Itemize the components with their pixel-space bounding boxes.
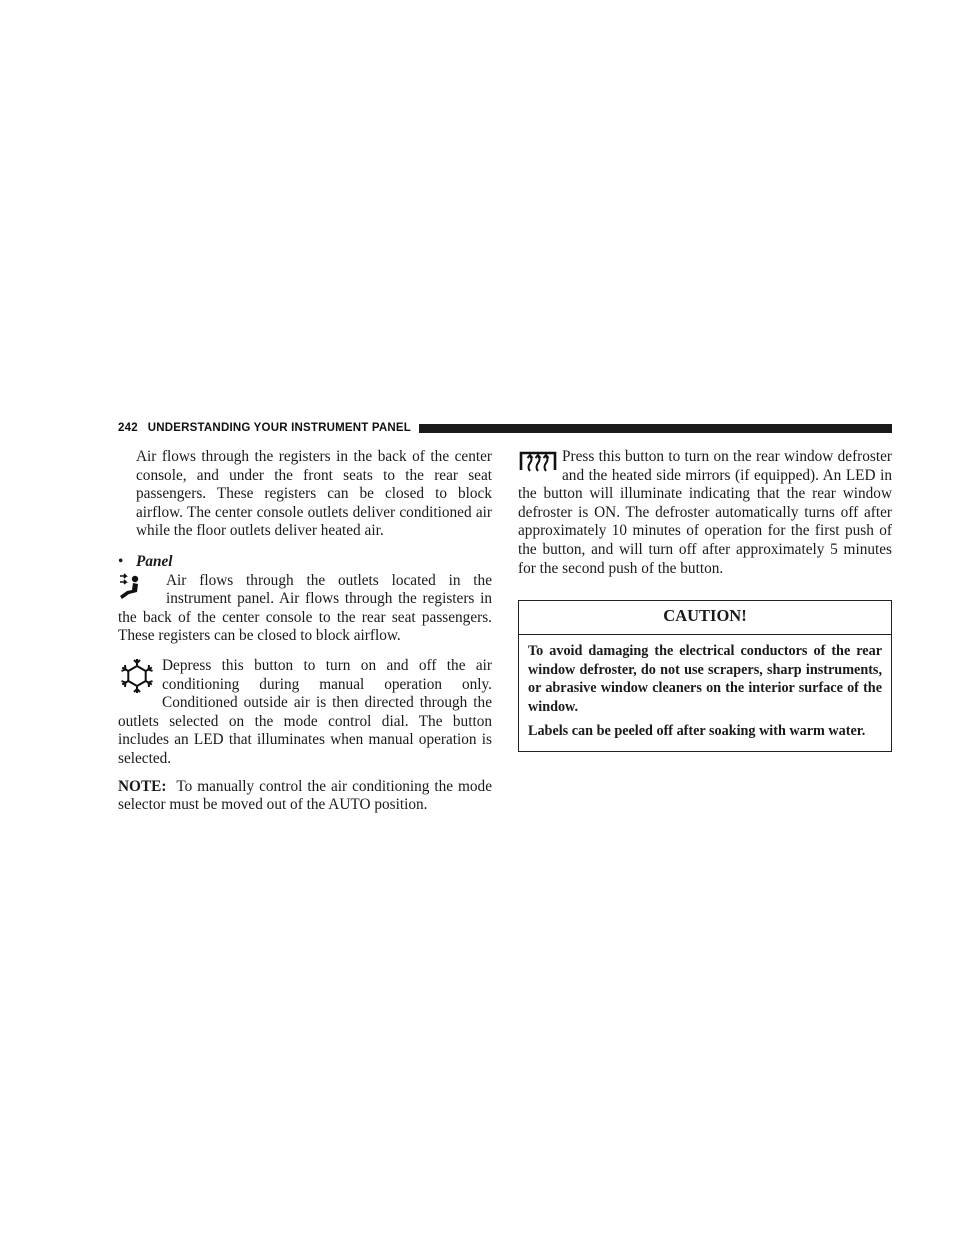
caution-paragraph-1: To avoid damaging the electrical conductors of the rear window defroster, do not use scrapers, sharp instruments, or abrasive window cleaners on the interior surface of the window.: [528, 642, 882, 716]
panel-airflow-icon: [118, 572, 148, 602]
intro-paragraph: Air flows through the registers in the back of the center console, and under the front seats to the rear seat passengers. These registers can be closed to block airflow. The center console outlets deliver conditioned air while the floor outlets deliver heated air.: [136, 448, 492, 540]
caution-body: [519, 635, 891, 751]
page-number: 242: [118, 422, 138, 434]
section-title: UNDERSTANDING YOUR INSTRUMENT PANEL: [147, 422, 411, 434]
caution-box: [518, 600, 892, 752]
note-paragraph: [118, 778, 492, 815]
note-text: To manually control the air conditioning the mode selector must be moved out of the AUTO position.: [118, 777, 492, 814]
rear-defrost-icon: [518, 448, 558, 476]
panel-section: [118, 572, 492, 646]
panel-bullet: [118, 553, 492, 572]
header-rule: [419, 424, 892, 433]
panel-label: Panel: [136, 552, 173, 570]
defrost-paragraph: Press this button to turn on the rear window defroster and the heated side mirrors (if equipped). An LED in the button will illuminate indicating that the rear window defroster is ON. The defroster automatically turns off after approximately 10 minutes of operation for the first push of the button, and will turn off after approximately 5 minutes for the second push of the button.: [518, 448, 892, 577]
page-header: [118, 420, 892, 436]
caution-title: CAUTION!: [519, 601, 891, 635]
panel-paragraph: Air flows through the outlets located in the instrument panel. Air flows through the registers in the back of the center console to the rear seat passengers. These registers can be closed to block airflow.: [118, 571, 492, 645]
left-column: [118, 448, 492, 815]
right-column: [518, 448, 892, 752]
caution-paragraph-2: Labels can be peeled off after soaking with warm water.: [528, 722, 866, 739]
ac-paragraph: Depress this button to turn on and off the air conditioning during manual operation only. Conditioned outside air is then directed through the outlets selected on the mode control dial. The button includes an LED that illuminates when manual operation is selected.: [118, 656, 492, 767]
note-label: NOTE:: [118, 777, 167, 795]
snowflake-icon: [118, 657, 156, 695]
ac-section: [118, 657, 492, 769]
bullet-symbol: •: [118, 552, 124, 570]
defrost-section: [518, 448, 892, 578]
